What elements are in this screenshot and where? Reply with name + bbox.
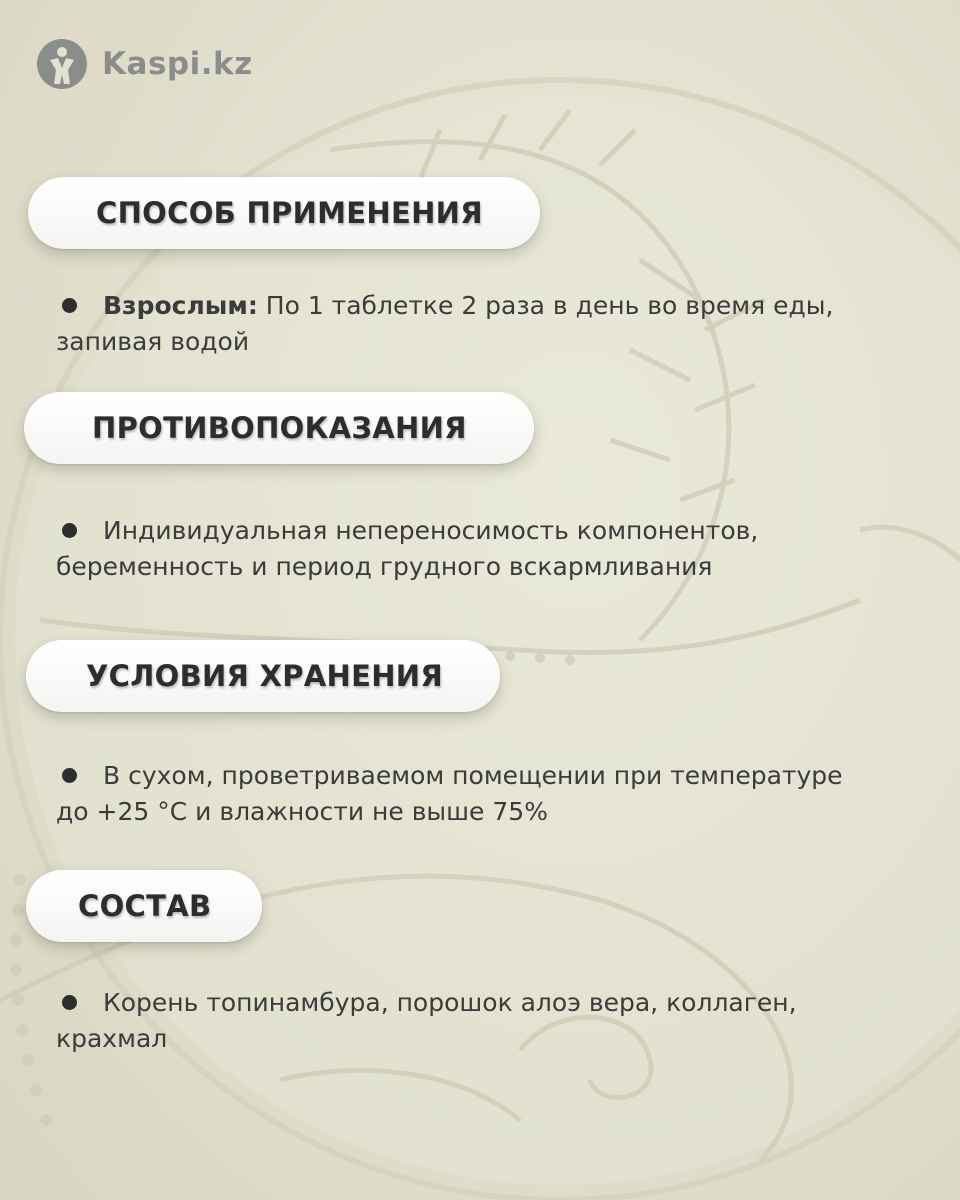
item-text-continuation: запивая водой — [56, 327, 250, 356]
item-text-continuation: беременность и период грудного вскармливания — [56, 552, 713, 581]
item-text: В сухом, проветриваемом помещении при температуре — [103, 761, 843, 790]
section-heading-text: УСЛОВИЯ ХРАНЕНИЯ — [86, 659, 443, 693]
item-text-continuation: до +25 °С и влажности не выше 75% — [56, 797, 548, 826]
brand-logo — [36, 38, 253, 90]
kaspi-logo-icon — [36, 38, 88, 90]
item-text: Корень топинамбура, порошок алоэ вера, коллаген, — [103, 988, 797, 1017]
section-text-contraindications — [56, 513, 936, 585]
item-text: Индивидуальная непереносимость компонентов, — [103, 516, 759, 545]
list-item — [56, 288, 936, 324]
bullet-icon — [62, 768, 77, 783]
section-heading-usage — [28, 177, 540, 249]
list-item — [56, 513, 936, 549]
list-item — [56, 758, 936, 794]
item-text: По 1 таблетке 2 раза в день во время еды, — [257, 291, 834, 320]
bullet-icon — [62, 523, 77, 538]
section-heading-contraindications — [24, 392, 534, 464]
section-heading-text: СПОСОБ ПРИМЕНЕНИЯ — [96, 196, 483, 230]
section-heading-text: СОСТАВ — [78, 889, 212, 923]
section-heading-text: ПРОТИВОПОКАЗАНИЯ — [92, 411, 467, 445]
section-text-storage — [56, 758, 936, 830]
item-text-continuation: крахмал — [56, 1024, 168, 1053]
section-text-composition — [56, 985, 936, 1057]
list-item — [56, 985, 936, 1021]
brand-name: Kaspi.kz — [102, 46, 253, 82]
bullet-icon — [62, 298, 77, 313]
section-heading-storage — [26, 640, 500, 712]
bullet-icon — [62, 995, 77, 1010]
lead-label: Взрослым: — [103, 291, 258, 320]
section-text-usage — [56, 288, 936, 360]
section-heading-composition — [26, 870, 262, 942]
